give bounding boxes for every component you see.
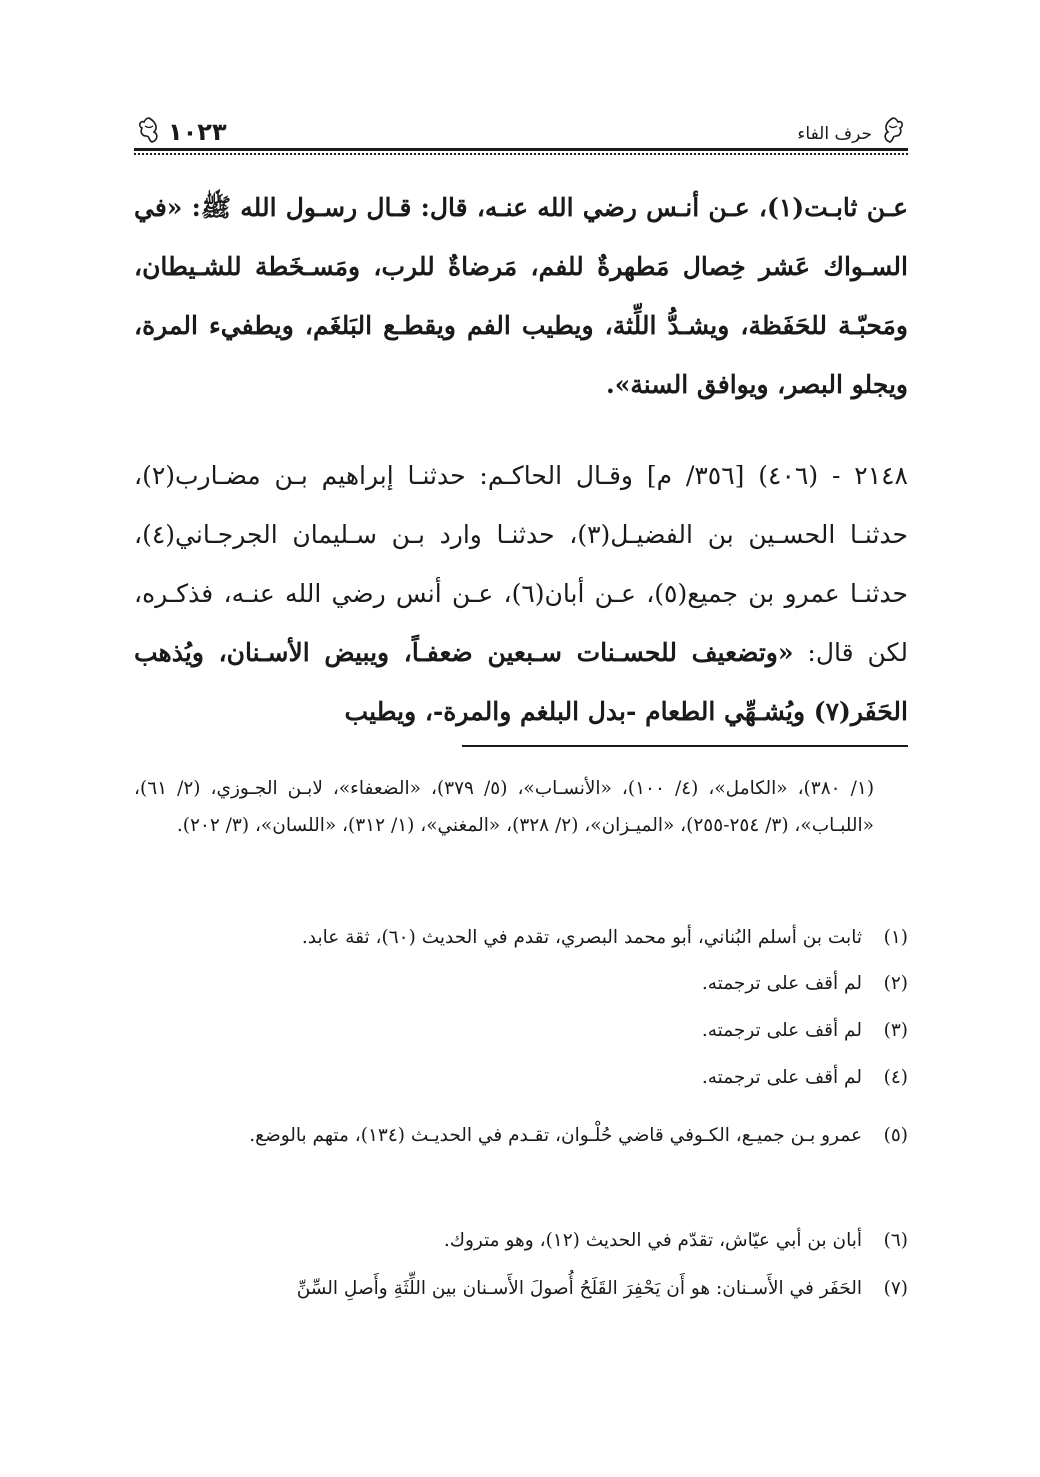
footnote-separator <box>462 745 908 747</box>
matn-bold-text: «وتضعيف للحسـنات سـبعين ضعفـاً، ويبيض الأسـنان، ويُذهب الحَفَر(٧) ويُشـهِّي الطعام -بدل البلغم والمرة-، ويطيب <box>134 638 908 726</box>
footnote-3 <box>134 1012 908 1049</box>
footnote-6 <box>134 1222 908 1259</box>
footnote-text: لم أقف على ترجمته. <box>701 973 862 994</box>
footnote-text: لم أقف على ترجمته. <box>701 1067 862 1088</box>
footnote-number: (٣) <box>883 1020 908 1041</box>
footnote-number: (١) <box>883 927 908 948</box>
footnote-number: (٢) <box>883 973 908 994</box>
header-section-title: حرف الفاء <box>797 124 872 144</box>
footnote-text: ثابت بن أسلم البُناني، أبو محمد البصري، تقدم في الحديث (٦٠)، ثقة عابد. <box>301 927 862 948</box>
footnote-number: (٧) <box>883 1278 908 1299</box>
footnote-7 <box>134 1270 908 1307</box>
footnote-4 <box>134 1059 908 1096</box>
footnote-5 <box>134 1117 908 1154</box>
running-header <box>134 110 908 154</box>
header-rule <box>134 148 908 151</box>
footnote-continuation: (١/ ٣٨٠)، «الكامل»، (٤/ ١٠٠)، «الأنسـاب»، (٥/ ٣٧٩)، «الضعفاء»، لابـن الجـوزي، (٢/ ٦١)، «اللبـاب»، (٣/ ٢٥٤-٢٥٥)، «الميـزان»، (٢/ ٣٢٨)، «المغني»، (١/ ٣١٢)، «اللسان»، (٣/ ٢٠٢). <box>134 778 875 836</box>
footnote-number: (٦) <box>883 1230 908 1251</box>
header-dotted-rule <box>134 153 908 155</box>
header-ornament-icon <box>136 116 162 144</box>
hadith-text-paragraph: عـن ثابـت(١)، عـن أنـس رضي الله عنـه، قال: قـال رسـول الله ﷺ: «في السـواك عَشر خِصال مَطهرةٌ للفم، مَرضاةٌ للرب، ومَسـخَطة للشـيطان، ومَحبّـة للحَفَظة، ويشـدُّ اللِّثة، ويطيب الفم ويقطـع البَلغَم، ويطفيء المرة، ويجلو البصر، ويوافق السنة». <box>134 193 908 399</box>
header-ornament-icon <box>880 116 906 144</box>
hadith-isnad-paragraph <box>134 446 908 741</box>
page-number: ١٠٢٣ <box>168 118 227 146</box>
footnote-number: (٥) <box>883 1125 908 1146</box>
footnote-2 <box>134 965 908 1002</box>
footnote-text: الحَفَر في الأَسـنان: هو أَن يَحْفِرَ القَلَحُ أُصولَ الأَسـنان بين اللِّثَةِ وأَصلِ السِّنِّ <box>296 1278 862 1299</box>
footnote-text: أبان بن أبي عيّاش، تقدّم في الحديث (١٢)، وهو متروك. <box>443 1230 862 1251</box>
footnote-1 <box>134 919 908 956</box>
isnad-text: ٢١٤٨ - (٤٠٦) [٣٥٦/ م] وقـال الحاكـم: حدثنـا إبراهيم بـن مضـارب(٢)، حدثنـا الحسـين بن الفضيـل(٣)، حدثنـا وارد بـن سـليمان الجرجـاني(٤)، حدثنـا عمرو بن جميع(٥)، عـن أبان(٦)، عـن أنس رضي الله عنـه، فذكـره، لكن قال: <box>134 461 908 667</box>
footnote-number: (٤) <box>883 1067 908 1088</box>
footnote-text: لم أقف على ترجمته. <box>701 1020 862 1041</box>
footnote-text: عمرو بـن جميـع، الكـوفي قاضي حُلْـوان، تقـدم في الحديـث (١٣٤)، متهم بالوضع. <box>249 1125 862 1146</box>
